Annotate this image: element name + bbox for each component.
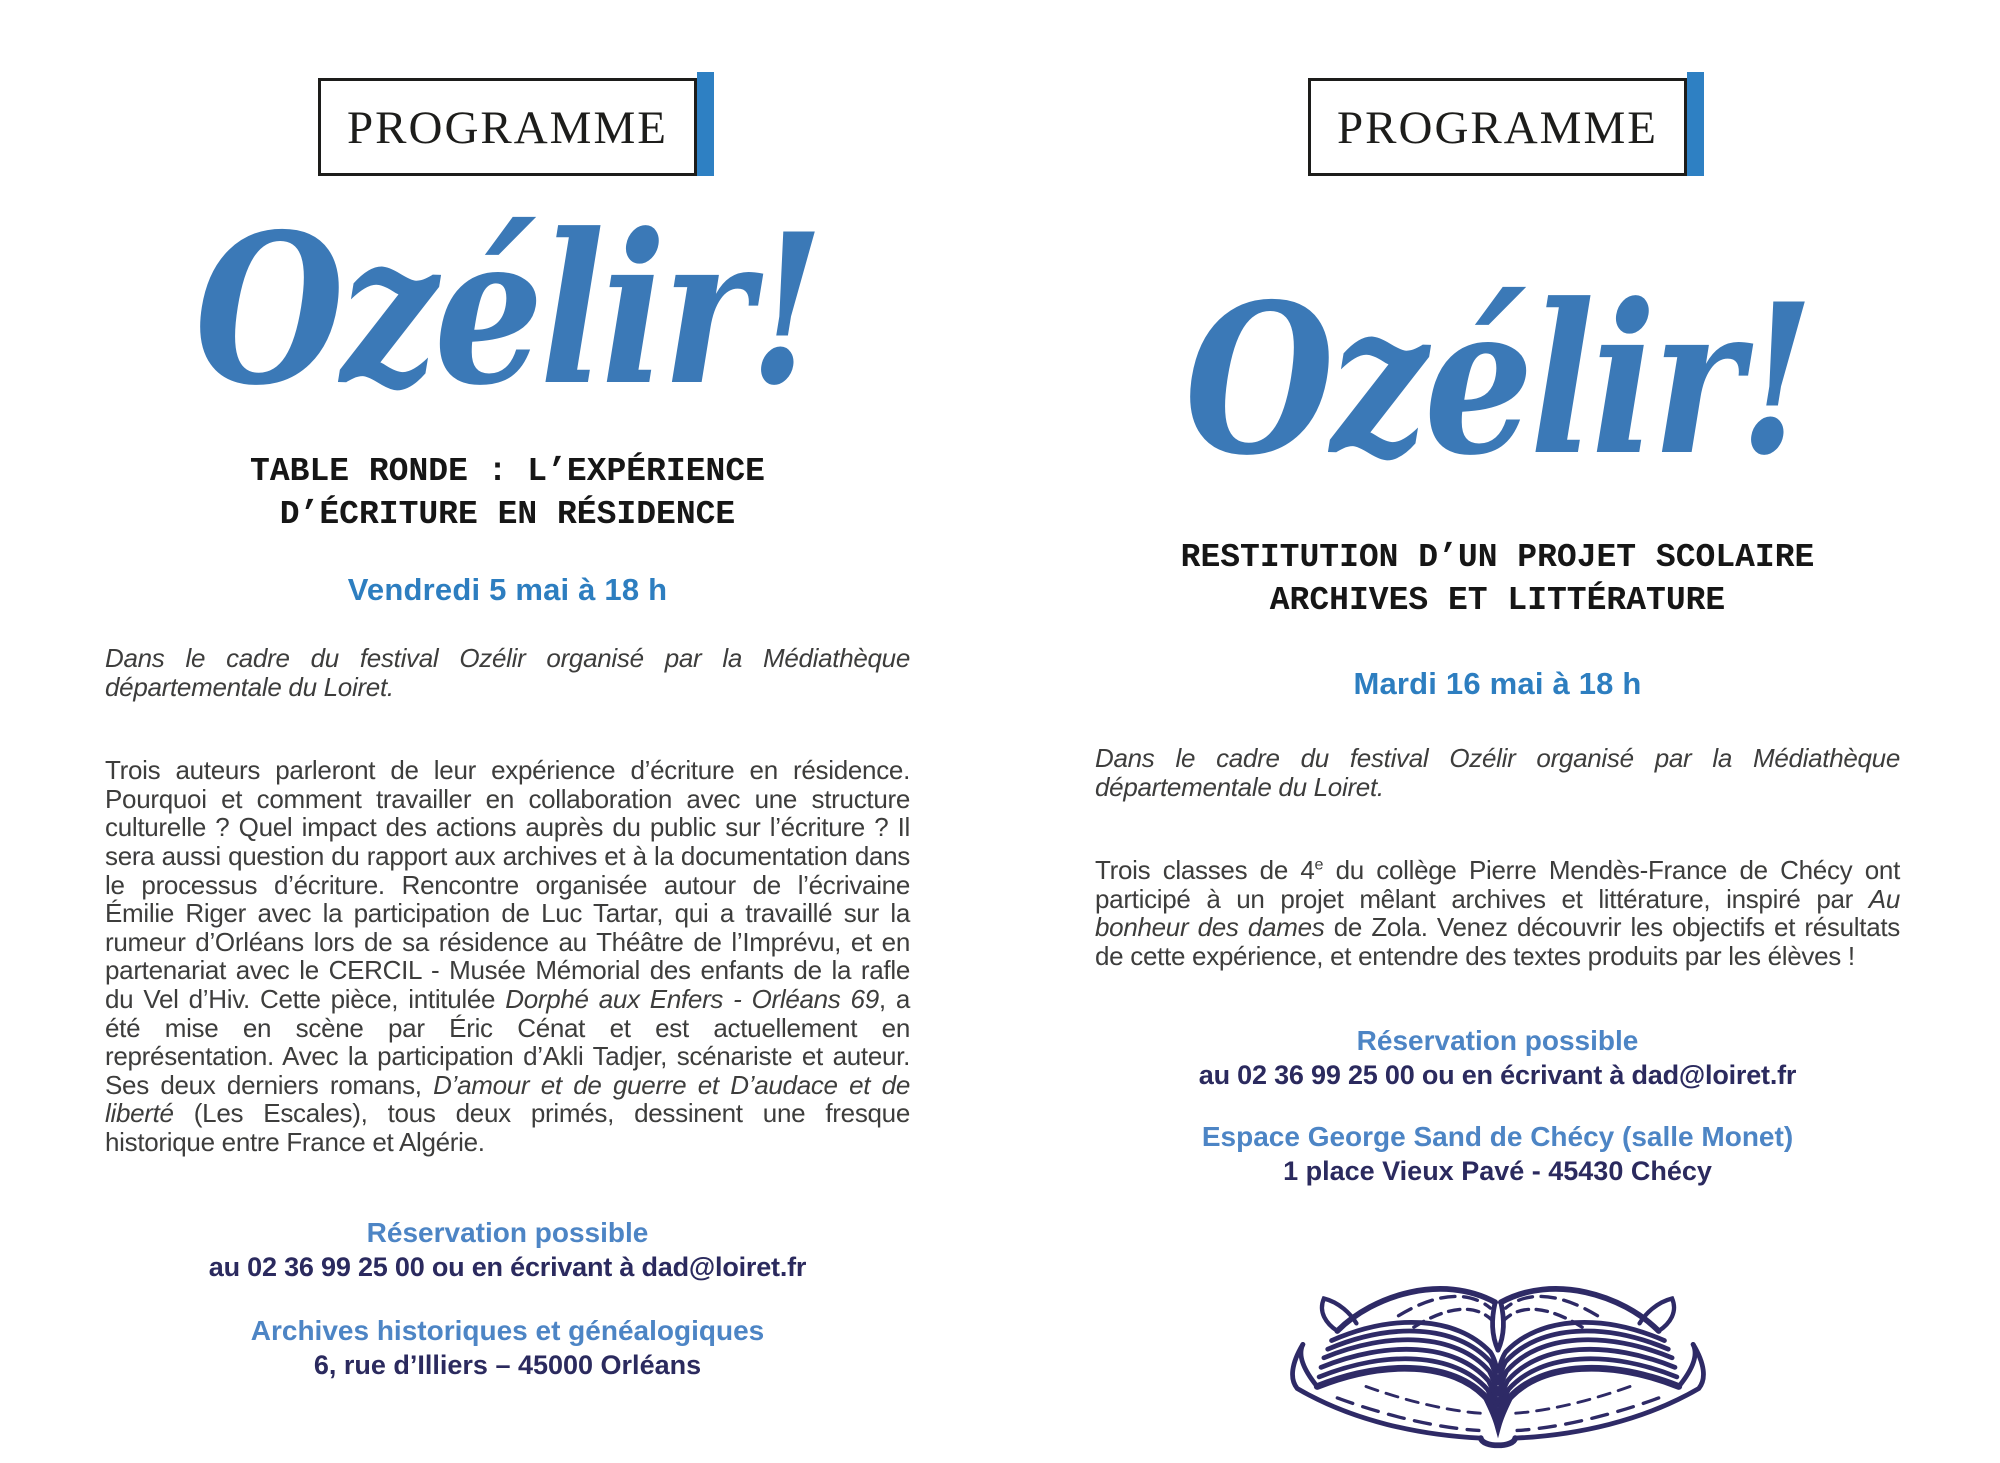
event-subtitle-line-1: RESTITUTION D’UN PROJET SCOLAIRE <box>1180 539 1815 576</box>
reservation-detail: au 02 36 99 25 00 ou en écrivant à dad@loiret.fr <box>1198 1059 1797 1090</box>
intro-paragraph: Dans le cadre du festival Ozélir organisé par la Médiathèque départementale du Loiret. <box>105 643 910 702</box>
venue-address: 6, rue d’Illiers – 45000 Orléans <box>313 1349 702 1380</box>
event-subtitle-line-2: D’ÉCRITURE EN RÉSIDENCE <box>279 496 736 533</box>
reservation-title: Réservation possible <box>366 1216 649 1248</box>
header-accent-bar <box>1687 72 1704 176</box>
programme-page-left <box>105 0 910 1381</box>
programme-header <box>1308 78 1687 176</box>
event-subtitle-line-1: TABLE RONDE : L’EXPÉRIENCE <box>250 453 765 490</box>
event-date: Vendredi 5 mai à 18 h <box>347 572 668 607</box>
festival-title: Ozélir! <box>1184 257 1811 502</box>
event-subtitle <box>1181 536 1815 622</box>
festival-title: Ozélir! <box>194 187 821 432</box>
header-accent-bar <box>697 72 714 176</box>
programme-page-right <box>1095 0 1900 1463</box>
reservation-detail: au 02 36 99 25 00 ou en écrivant à dad@loiret.fr <box>208 1251 807 1282</box>
body-paragraph: Trois auteurs parleront de leur expérience d’écriture en résidence. Pourquoi et comment travailler en collaboration avec une structure culturelle ? Quel impact des actions auprès du public sur l’écriture ? Il sera aussi question du rapport aux archives et à la documentation dans le processus d’écriture. Rencontre organisée autour de l’écrivaine Émilie Riger avec la participation de Luc Tartar, qui a travaillé sur la rumeur d’Orléans lors de sa résidence au Théâtre de l’Imprévu, et en partenariat avec le CERCIL - Musée Mémorial des enfants de la rafle du Vel d’Hiv. Cette pièce, intitulée Dorphé aux Enfers - Orléans 69, a été mise en scène par Éric Cénat et est actuellement en représentation. Avec la participation d’Akli Tadjer, scénariste et auteur. Ses deux derniers romans, D’amour et de guerre et D’audace et de liberté (Les Escales), tous deux primés, dessinent une fresque historique entre France et Algérie. <box>105 755 910 1157</box>
venue-address: 1 place Vieux Pavé - 45430 Chécy <box>1283 1155 1712 1186</box>
body-paragraph: Trois classes de 4e du collège Pierre Mendès-France de Chécy ont participé à un projet mêlant archives et littérature, inspiré par Au bonheur des dames de Zola. Venez découvrir les objectifs et résultats de cette expérience, et entendre des textes produits par les élèves ! <box>1095 855 1900 971</box>
venue-name: Espace George Sand de Chécy (salle Monet) <box>1201 1120 1794 1152</box>
intro-paragraph: Dans le cadre du festival Ozélir organisé par la Médiathèque départementale du Loiret. <box>1095 743 1900 802</box>
programme-header-label: PROGRAMME <box>1308 78 1687 176</box>
event-date: Mardi 16 mai à 18 h <box>1353 666 1642 701</box>
reservation-title: Réservation possible <box>1356 1024 1639 1056</box>
programme-header <box>318 78 697 176</box>
programme-header-label: PROGRAMME <box>318 78 697 176</box>
event-subtitle-line-2: ARCHIVES ET LITTÉRATURE <box>1269 582 1726 619</box>
event-subtitle <box>250 450 765 536</box>
venue-name: Archives historiques et généalogiques <box>250 1314 765 1346</box>
open-book-icon <box>1273 1243 1723 1463</box>
